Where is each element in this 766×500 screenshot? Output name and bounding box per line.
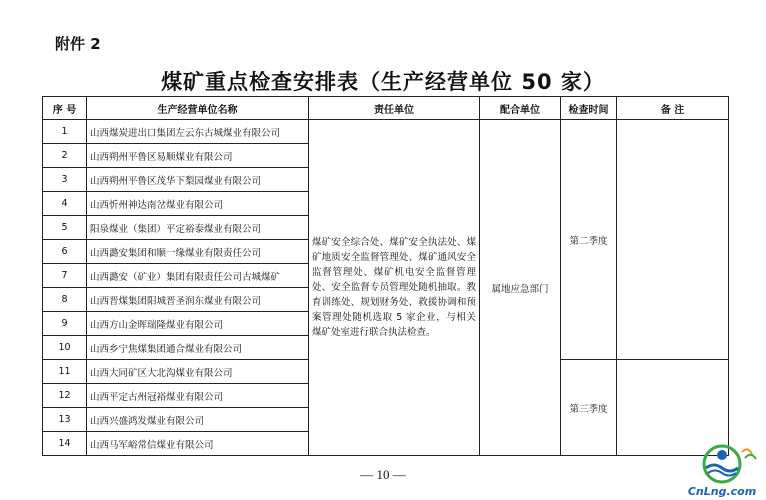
unit-name: 山西乡宁焦煤集团通合煤业有限公司 bbox=[87, 336, 309, 360]
row-number: 6 bbox=[43, 240, 87, 264]
time-q2: 第二季度 bbox=[561, 120, 617, 360]
remark-cell bbox=[617, 120, 729, 360]
unit-name: 山西潞安（矿业）集团有限责任公司古城煤矿 bbox=[87, 264, 309, 288]
header-remark: 备 注 bbox=[617, 97, 729, 120]
watermark-logo bbox=[682, 442, 762, 498]
row-number: 10 bbox=[43, 336, 87, 360]
row-number: 2 bbox=[43, 144, 87, 168]
attachment-label: 附件 2 bbox=[55, 35, 101, 53]
unit-name: 山西煤炭进出口集团左云东古城煤业有限公司 bbox=[87, 120, 309, 144]
logo-text: CnLng.com bbox=[687, 485, 757, 498]
header-cooperating: 配合单位 bbox=[480, 97, 561, 120]
row-number: 4 bbox=[43, 192, 87, 216]
unit-name: 山西大同矿区大北沟煤业有限公司 bbox=[87, 360, 309, 384]
unit-name: 山西平定古州冠裕煤业有限公司 bbox=[87, 384, 309, 408]
header-time: 检查时间 bbox=[561, 97, 617, 120]
row-number: 12 bbox=[43, 384, 87, 408]
row-number: 13 bbox=[43, 408, 87, 432]
unit-name: 山西朔州平鲁区易顺煤业有限公司 bbox=[87, 144, 309, 168]
row-number: 5 bbox=[43, 216, 87, 240]
unit-name: 山西方山金晖瑞隆煤业有限公司 bbox=[87, 312, 309, 336]
row-number: 1 bbox=[43, 120, 87, 144]
header-no: 序 号 bbox=[43, 97, 87, 120]
page-title: 煤矿重点检查安排表（生产经营单位 50 家） bbox=[161, 70, 605, 94]
header-responsible: 责任单位 bbox=[309, 97, 480, 120]
row-number: 14 bbox=[43, 432, 87, 456]
unit-name: 阳泉煤业（集团）平定裕泰煤业有限公司 bbox=[87, 216, 309, 240]
row-number: 11 bbox=[43, 360, 87, 384]
responsible-cell: 煤矿安全综合处、煤矿安全执法处、煤矿地质安全监督管理处、煤矿通风安全监督管理处、煤矿机电安全监督管理处、安全监督专员管理处随机抽取。教育训练处、规划财务处、救援协调和预案管理处随机选取 5 家企业，与相关煤矿处室进行联合执法检查。 bbox=[309, 120, 480, 456]
inspection-table bbox=[42, 96, 729, 456]
unit-name: 山西晋煤集团阳城晋圣润东煤业有限公司 bbox=[87, 288, 309, 312]
row-number: 9 bbox=[43, 312, 87, 336]
page-number: — 10 — bbox=[360, 467, 406, 482]
table-row bbox=[43, 120, 729, 144]
row-number: 7 bbox=[43, 264, 87, 288]
unit-name: 山西朔州平鲁区茂华下梨园煤业有限公司 bbox=[87, 168, 309, 192]
unit-name: 山西潞安集团和顺一缘煤业有限责任公司 bbox=[87, 240, 309, 264]
header-unit: 生产经营单位名称 bbox=[87, 97, 309, 120]
cooperating-cell: 属地应急部门 bbox=[480, 120, 561, 456]
unit-name: 山西兴盛鸿发煤业有限公司 bbox=[87, 408, 309, 432]
unit-name: 山西忻州神达南岔煤业有限公司 bbox=[87, 192, 309, 216]
logo-icon bbox=[682, 442, 762, 486]
row-number: 8 bbox=[43, 288, 87, 312]
row-number: 3 bbox=[43, 168, 87, 192]
table-header-row bbox=[43, 97, 729, 120]
time-q3: 第三季度 bbox=[561, 360, 617, 456]
unit-name: 山西马军峪常信煤业有限公司 bbox=[87, 432, 309, 456]
